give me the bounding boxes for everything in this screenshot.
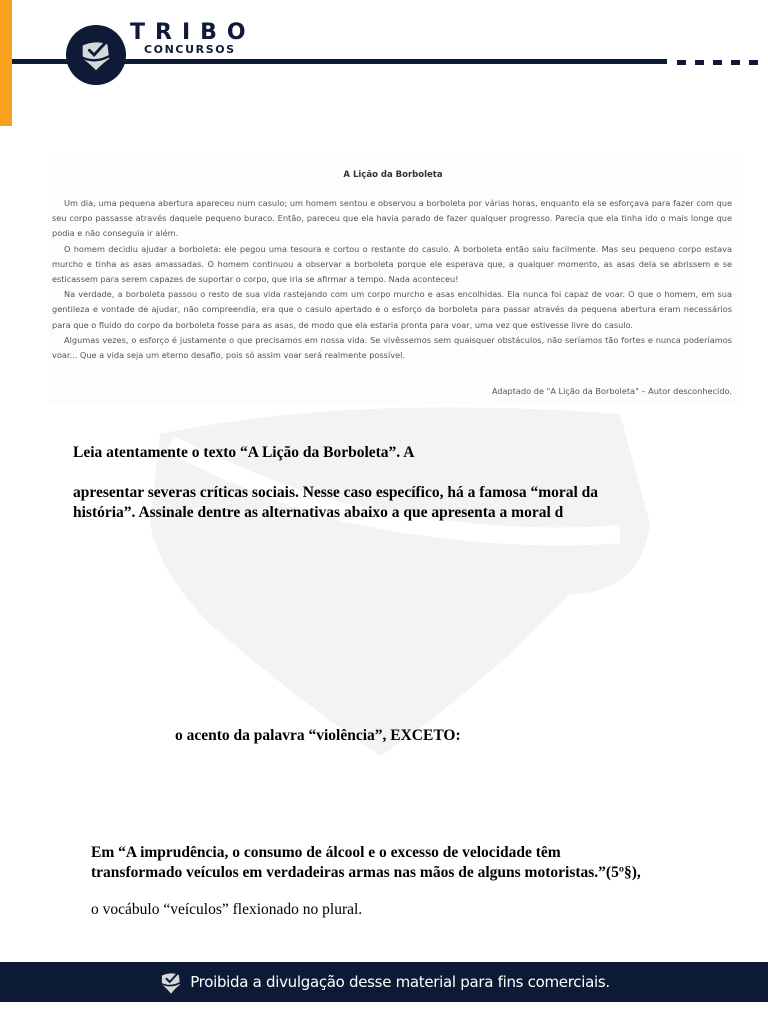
passage-paragraph: Na verdade, a borboleta passou o resto de sua vida rastejando com um corpo murcho e asas encolhidas. Ela nunca foi capaz de voar. O que o homem, em sua gentileza e vontade de ajudar, não compreendia, era que o casulo apertado e o esforço da borboleta para passar através da pequena abertura eram necessários para que o fluido do corpo da borboleta fosse para as asas, de modo que ela estaria pronta para voar, uma vez que estivesse livre do casulo.	[52, 289, 732, 330]
question-1-line-1: Leia atentamente o texto “A Lição da Borboleta”. A	[73, 444, 415, 461]
passage-paragraph: Algumas vezes, o esforço é justamente o que precisamos em nossa vida. Se vivêssemos sem quaisquer obstáculos, não seríamos tão fortes e nunca poderíamos voar... Que a vida seja um eterno desafio, pois só assim voar será realmente possível.	[52, 334, 732, 361]
question-3-line-1: Em “A imprudência, o consumo de álcool e o excesso de velocidade têm	[91, 844, 561, 861]
brand-subtitle: CONCURSOS	[144, 43, 236, 56]
shield-check-icon	[77, 36, 115, 74]
passage-paragraph: Um dia, uma pequena abertura apareceu num casulo; um homem sentou e observou a borboleta por várias horas, enquanto ela se esforçava para fazer com que seu corpo passasse através daquele pequeno buraco. Então, pareceu que ela havia parado de fazer qualquer progresso. Parecia que ela tinha ido o mais longe que podia e não conseguia ir além.	[52, 198, 732, 239]
question-3-line-3: o vocábulo “veículos” flexionado no plural.	[91, 901, 363, 918]
footer-disclaimer: Proibida a divulgação desse material para fins comerciais.	[190, 973, 610, 991]
header-dashes	[677, 60, 758, 65]
question-3-line-2: transformado veículos em verdadeiras armas nas mãos de alguns motoristas.”(5º§),	[91, 864, 641, 881]
orange-accent-bar	[0, 0, 12, 126]
passage-image	[48, 152, 738, 404]
question-1-line-2: apresentar severas críticas sociais. Nesse caso específico, há a famosa “moral da	[73, 484, 599, 501]
question-2-line-1: o acento da palavra “violência”, EXCETO:	[175, 727, 461, 744]
brand-name: TRIBO	[130, 20, 256, 45]
logo-badge	[66, 25, 126, 85]
passage-source: Adaptado de "A Lição da Borboleta" – Autor desconhecido.	[491, 386, 732, 396]
passage-paragraph: O homem decidiu ajudar a borboleta: ele pegou uma tesoura e cortou o restante do casulo. A borboleta então saiu facilmente. Mas seu pequeno corpo estava murcho e tinha as asas amassadas. O homem continuou a observar a borboleta porque ele esperava que, a qualquer momento, as asas dela se abrissem e se esticassem para serem capazes de suportar o corpo, que iria se afirmar a tempo. Nada aconteceu!	[52, 243, 732, 285]
shield-check-icon	[158, 968, 184, 996]
footer-banner	[0, 962, 768, 1002]
question-1-line-3: história”. Assinale dentre as alternativas abaixo a que apresenta a moral d	[73, 504, 564, 521]
passage-title: A Lição da Borboleta	[343, 170, 443, 180]
passage-body	[52, 196, 732, 363]
